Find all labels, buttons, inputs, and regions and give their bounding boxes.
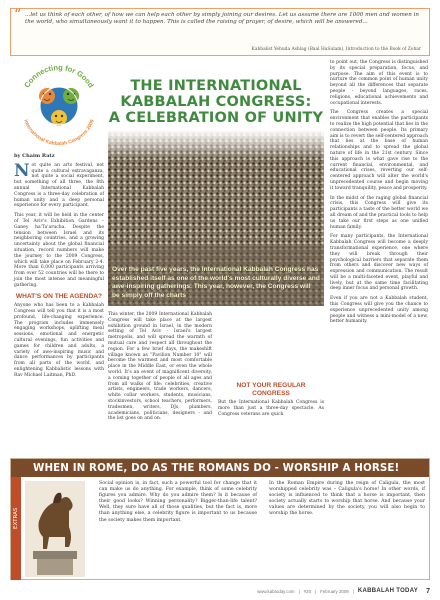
- footer-divider: |: [315, 588, 317, 594]
- article-paragraph: to point out, the Congress is distinguished by its special preparation, focus, and purpose. The aim of this event is to nurture the common point of human unity beyond all the differences that separate people - beyond languages, races, religions, educational achievements and occupational interests.: [330, 60, 428, 106]
- footer-magazine: KABBALAH TODAY: [357, 588, 419, 594]
- section-heading-regular: NOT YOUR REGULAR CONGRESS: [236, 382, 306, 397]
- footer-site: www.kabtoday.com: [257, 588, 295, 594]
- article-column-4: [330, 60, 428, 329]
- svg-text:Connecting for Good: [22, 63, 96, 90]
- drop-cap: N: [14, 160, 30, 181]
- extras-column-1: Social opinion is, in fact, such a powerful tool for change that it can make us do anything. For example, think of some celebrity figures you admire. Why do you admire them? Is it because of their good looks? Winning personality? Bigger-than-life talent? Well, they sure have all of those qualities, but the fact is, more than anything else, a celebrity figure is important to us because the society makes them important.: [99, 481, 257, 523]
- footer-divider: |: [298, 588, 300, 594]
- extras-column-2: In the Roman Empire during the reign of Caligula, the most worshipped celebrity was – Caligula's horse! In other words, if society is influenced to think that a horse is important, then society actually starts to worship that horse. And because your values are determined by the society, you will also begin to worship the horse.: [269, 481, 425, 517]
- article-paragraph: Not quite an arts festival, not quite a cultural extravaganza, not quite a social experiment, but something of all three, the 8th annual International Kabbalah Congress is a three-day celebration of human unity and a deep personal experience for every participant.: [14, 160, 104, 209]
- pull-quote-text: ...let us think of each other, of how we can help each other by simply joining our desires. Let us assume there are 1000 men and women in the world, who simultaneously want it to happen. This is called the raising of prayer, of desire, which will be answered...: [25, 12, 419, 26]
- quote-mark-icon: “: [14, 7, 22, 23]
- article-column-3: [218, 312, 324, 422]
- extras-headline: WHEN IN ROME, DO AS THE ROMANS DO - WORSHIP A HORSE!: [11, 459, 429, 477]
- congress-logo: [14, 60, 104, 150]
- pull-quote-box: [10, 8, 430, 56]
- article-column-1: [14, 154, 104, 382]
- page-number: 7: [426, 587, 430, 595]
- article-paragraph: This year, it will be held in the center of Tel Aviv's Exhibition Gardens – Ganey ha'Ta'arucha. Despite the tension between Israel and its neighboring countries, and a growing uncertainty about the global financial situation, record numbers will make the journey to the 2009 Congress, which will take place on February 2-4. More than 6,000 participants arriving from over 52 countries will be there to join the most intense and meaningful gathering.: [14, 213, 104, 288]
- extras-tab: [11, 477, 21, 580]
- article-paragraph: The Congress creates a special environment that enables the participants to realize the high potential that lies in the connection between people. Its primary aim is to revert the self-centered approach that lies at the base of human relationships and to spread the global nature of life in the 21st century. Since this approach is what gave rise to the current financial, environmental, and educational crises, reverting our self-centered approach will alter the world's unprecedented course and begin moving it toward tranquility, peace and prosperity.: [330, 110, 428, 191]
- logo-top-text: Connecting for Good: [22, 62, 96, 90]
- hero-title-line: THE INTERNATIONAL: [130, 78, 302, 94]
- article-column-2: [108, 312, 212, 426]
- hero-subtitle: Over the past five years, the International Kabbalah Congress has established itself as one of the world's most culturally diverse and awe-inspiring gatherings. This year, however, the Congress will be simply off the charts: [112, 266, 320, 299]
- hero-title-line: A CELEBRATION OF UNITY: [108, 110, 324, 126]
- section-heading-agenda: WHAT'S ON THE AGENDA?: [15, 292, 103, 300]
- article-paragraph: This winter, the 2009 International Kabbalah Congress will take place at the largest exhibition ground in Israel, in the modern setting of Tel Aviv - Israel's largest metropolis, and will spread the warmth of mutual care and respect all throughout the region. For a few brief days, the makeshift village known as "Pavilion Number 10" will become the warmest and most comfortable place in the Middle East, or even the whole world. It's an event of magnificent diversity, a coming together of people of all ages and from all walks of life: celebrities, creative artists, engineers, trade workers, dancers, white collar workers, students, musicians, stockinvestors, school teachers, performers, tradesmen, writers, DJs, plumbers, academicians, politicians, designers - and the list goes on and on.: [108, 312, 212, 422]
- article-paragraph: In the midst of the raging global financial crisis, this Congress will give its participants a taste of the better world we all dream of and the practical tools to help us take our first steps as one unified human family.: [330, 195, 428, 230]
- horse-statue-image: [25, 481, 85, 577]
- page-footer: [10, 586, 430, 596]
- article-byline: by Chaim Ratz: [14, 153, 55, 159]
- extras-box: [10, 458, 430, 580]
- hero-title-line: KABBALAH CONGRESS:: [120, 94, 312, 110]
- article-paragraph: But the International Kabbalah Congress is more than just a three-day spectacle. As Congress veterans are quick: [218, 400, 324, 417]
- article-paragraph: Even if you are not a Kabbalah student, this Congress will give you the chance to experience unprecedented unity among people and witness a mini-model of a new, better humanity.: [330, 296, 428, 325]
- footer-date: February 2009: [320, 588, 349, 594]
- extras-tab-label: EXTRAS: [13, 507, 19, 529]
- footer-issue: #20: [303, 588, 312, 594]
- pull-quote-attribution: Kabbalist Yehuda Ashlag (Baal HaSulam), Introduction to the Book of Zohar: [251, 47, 421, 52]
- footer-divider: |: [352, 588, 354, 594]
- hero-image: [108, 60, 324, 306]
- article-paragraph: For many participants, the International Kabbalah Congress will become a deeply transformational experience, one where they will break through their psychological barriers that separate them from others and discover new ways of expression and communication. The result will be a multi-faceted event, playful and lively, but at the same time facilitating deep inner focus and personal growth.: [330, 234, 428, 292]
- logo-bottom-text: International Kabbalah Congress 2009: [22, 118, 96, 148]
- hero-title: [108, 78, 324, 126]
- article-paragraph: Anyone who has been to a Kabbalah Congress will tell you that it is a most profound, life-changing experience. The program includes immensely engaging workshops, uplifting meal sessions, emotional and energetic cultural evenings, fun activities and games for children and adults, a variety of awe-inspiring music and dance performances by participants from all parts of the world, and enlightening Kabbalistic lessons with Rav Michael Laitman, PhD.: [14, 303, 104, 378]
